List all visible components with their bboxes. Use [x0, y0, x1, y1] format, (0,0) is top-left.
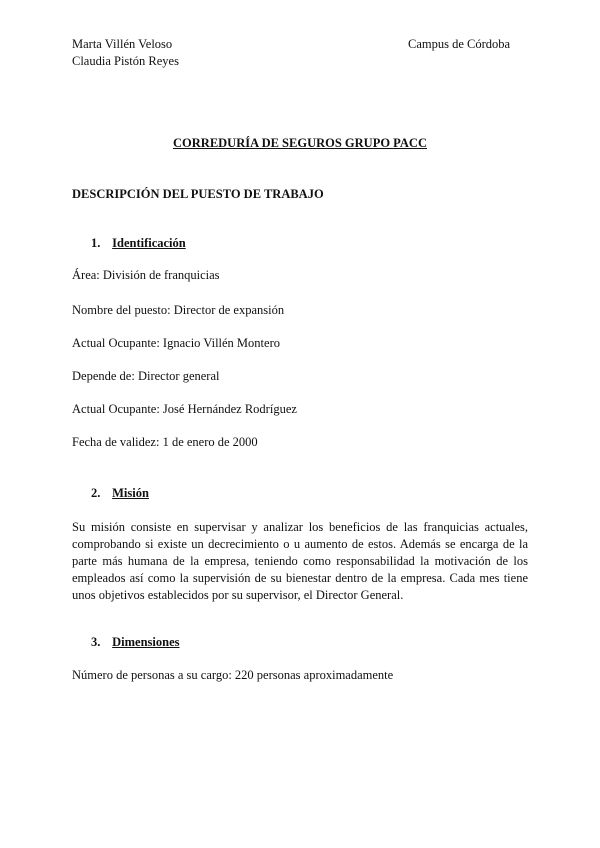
header-author-1: Marta Villén Veloso — [72, 37, 173, 51]
field-current-occupant-2: Actual Ocupante: José Hernández Rodríguez — [72, 402, 297, 416]
field-people-in-charge: Número de personas a su cargo: 220 personas aproximadamente — [72, 668, 394, 682]
field-current-occupant: Actual Ocupante: Ignacio Villén Montero — [72, 336, 280, 350]
field-job-name: Nombre del puesto: Director de expansión — [72, 303, 285, 317]
section-heading-dimensiones — [91, 635, 180, 650]
header-author-2: Claudia Pistón Reyes — [72, 54, 179, 68]
field-reports-to: Depende de: Director general — [72, 369, 220, 383]
field-validity-date: Fecha de validez: 1 de enero de 2000 — [72, 435, 258, 449]
section-heading-identificacion — [91, 236, 186, 251]
section-title: Identificación — [112, 236, 186, 250]
section-heading-mision — [91, 486, 149, 501]
section-title: Misión — [112, 486, 149, 500]
mission-paragraph: Su misión consiste en supervisar y analizar los beneficios de las franquicias actuales, comprobando si existe un decrecimiento o u aumento de estos. Además se encarga de la parte más humana de la empresa, teniendo como responsabilidad la motivación de los empleados así como la supervisión de su bienestar dentro de la empresa. Cada mes tiene unos objetivos establecidos por su supervisor, el Director General. — [72, 520, 528, 602]
section-title: Dimensiones — [112, 635, 180, 649]
header-campus: Campus de Córdoba — [408, 37, 511, 51]
section-number: 3. — [91, 635, 101, 649]
document-subtitle: DESCRIPCIÓN DEL PUESTO DE TRABAJO — [72, 187, 324, 201]
section-number: 2. — [91, 486, 101, 500]
document-title: CORREDURÍA DE SEGUROS GRUPO PACC — [173, 136, 427, 150]
section-number: 1. — [91, 236, 101, 250]
field-area: Área: División de franquicias — [72, 268, 220, 282]
